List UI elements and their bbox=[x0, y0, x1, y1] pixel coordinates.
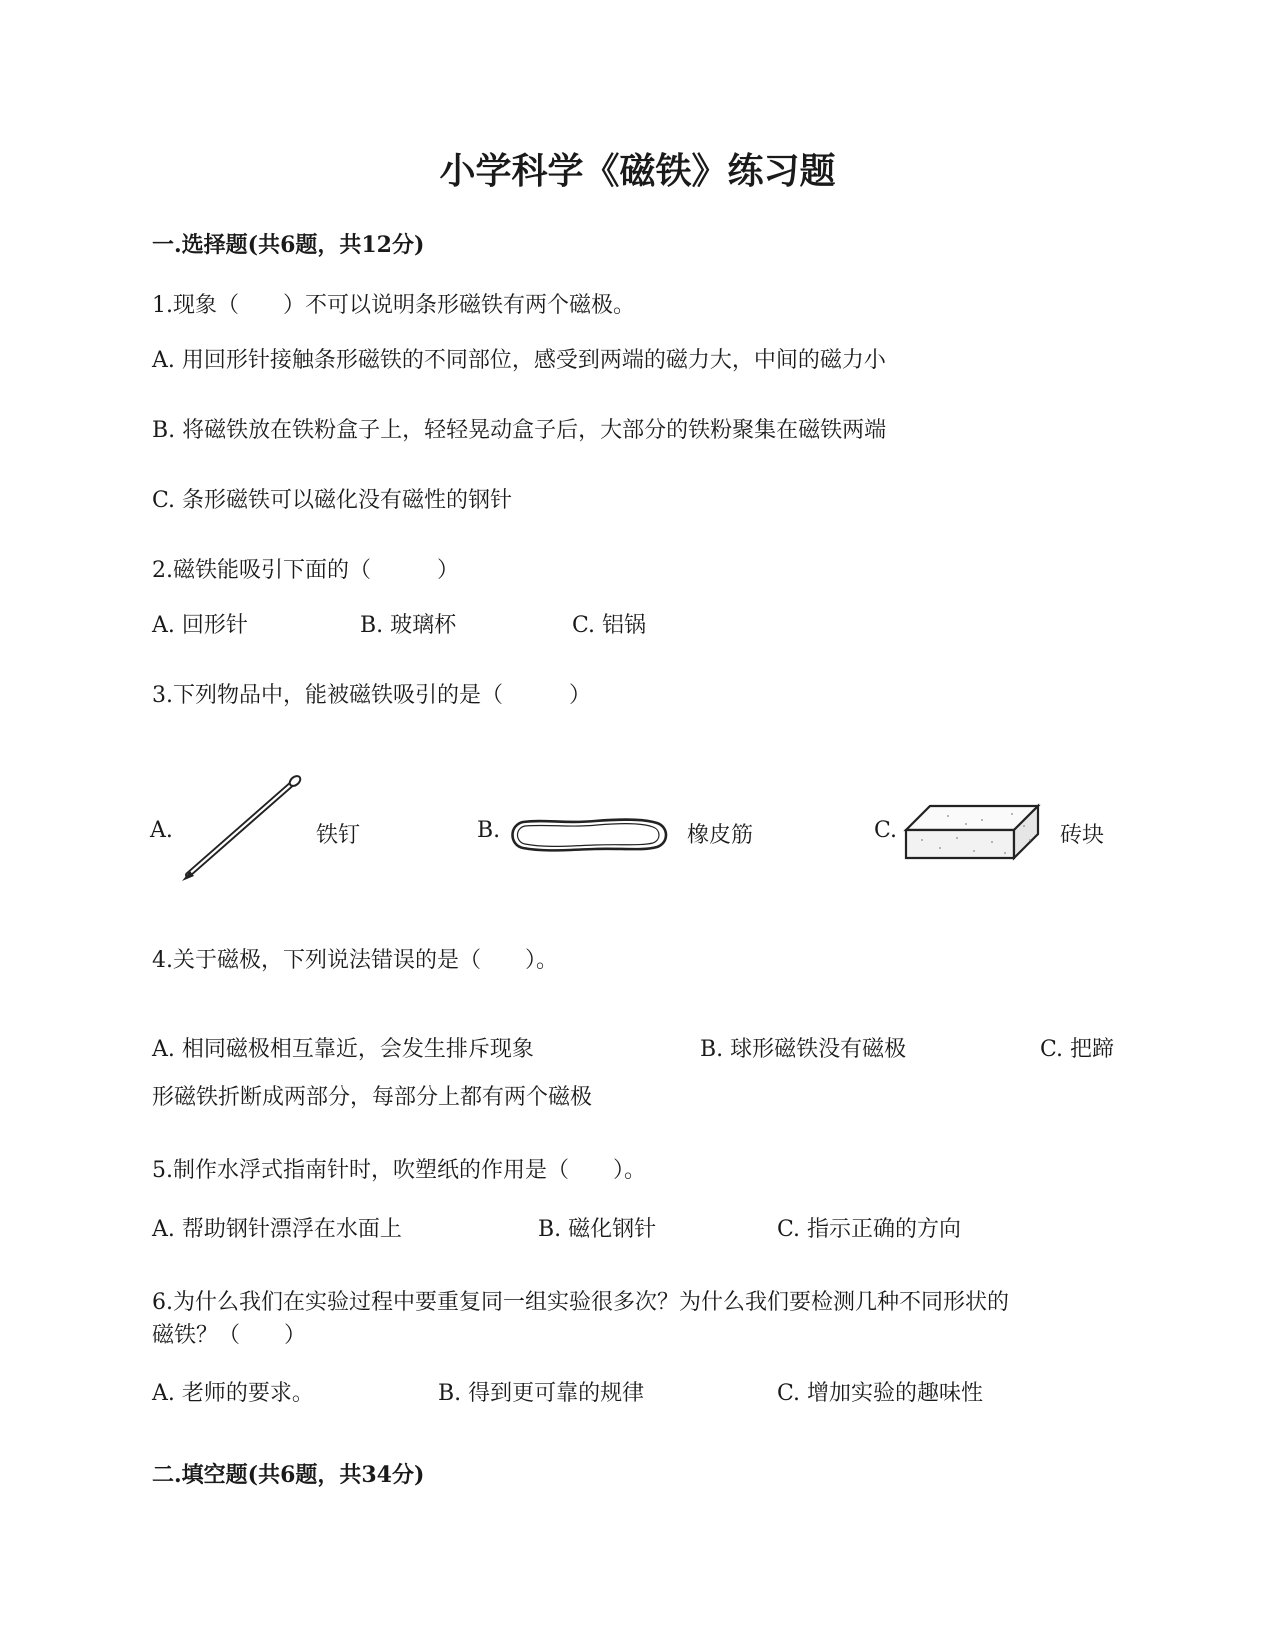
question-3-option-b-label: 橡皮筋 bbox=[687, 823, 754, 848]
question-3-stem: 3.下列物品中，能被磁铁吸引的是（ ） bbox=[152, 683, 591, 708]
section-heading-fill-blank: 二.填空题(共6题，共34分) bbox=[152, 1462, 425, 1488]
question-2-option-c: C. 铝锅 bbox=[572, 613, 647, 638]
page-title: 小学科学《磁铁》练习题 bbox=[439, 150, 836, 192]
section-heading-choice: 一.选择题(共6题，共12分) bbox=[152, 232, 425, 258]
question-1-option-b: B. 将磁铁放在铁粉盒子上，轻轻晃动盒子后，大部分的铁粉聚集在磁铁两端 bbox=[152, 418, 887, 443]
question-4-option-c: C. 把蹄 bbox=[1040, 1037, 1115, 1062]
rubber-band-icon bbox=[505, 815, 670, 855]
question-5-option-b: B. 磁化钢针 bbox=[538, 1217, 657, 1242]
question-6-stem-line-2: 磁铁？（ ） bbox=[152, 1323, 307, 1348]
question-3-option-a-label: 铁钉 bbox=[316, 823, 361, 848]
question-4-option-a: A. 相同磁极相互靠近，会发生排斥现象 bbox=[152, 1037, 534, 1062]
question-6-option-a: A. 老师的要求。 bbox=[152, 1381, 314, 1406]
question-3-option-c-letter: C. bbox=[874, 818, 898, 843]
question-2-stem: 2.磁铁能吸引下面的（ ） bbox=[152, 558, 459, 583]
question-2-option-a: A. 回形针 bbox=[152, 613, 248, 638]
question-5-option-a: A. 帮助钢针漂浮在水面上 bbox=[152, 1217, 402, 1242]
brick-icon bbox=[902, 800, 1042, 862]
question-1-stem: 1.现象（ ）不可以说明条形磁铁有两个磁极。 bbox=[152, 293, 635, 318]
question-1-option-c: C. 条形磁铁可以磁化没有磁性的钢针 bbox=[152, 488, 513, 513]
question-3-option-b-letter: B. bbox=[477, 818, 501, 843]
question-6-stem-line-1: 6.为什么我们在实验过程中要重复同一组实验很多次？为什么我们要检测几种不同形状的 bbox=[152, 1290, 1009, 1315]
question-6-option-b: B. 得到更可靠的规律 bbox=[438, 1381, 645, 1406]
question-3-option-c-label: 砖块 bbox=[1060, 823, 1105, 848]
question-6-option-c: C. 增加实验的趣味性 bbox=[777, 1381, 984, 1406]
question-2-option-b: B. 玻璃杯 bbox=[360, 613, 457, 638]
question-5-stem: 5.制作水浮式指南针时，吹塑纸的作用是（ ）。 bbox=[152, 1158, 646, 1183]
nail-icon bbox=[178, 775, 303, 883]
question-5-option-c: C. 指示正确的方向 bbox=[777, 1217, 962, 1242]
question-4-option-c-continued: 形磁铁折断成两部分，每部分上都有两个磁极 bbox=[152, 1085, 593, 1110]
question-4-option-b: B. 球形磁铁没有磁极 bbox=[700, 1037, 907, 1062]
question-3-option-a-letter: A. bbox=[150, 818, 173, 843]
question-1-option-a: A. 用回形针接触条形磁铁的不同部位，感受到两端的磁力大，中间的磁力小 bbox=[152, 348, 886, 373]
question-4-stem: 4.关于磁极，下列说法错误的是（ ）。 bbox=[152, 948, 558, 973]
